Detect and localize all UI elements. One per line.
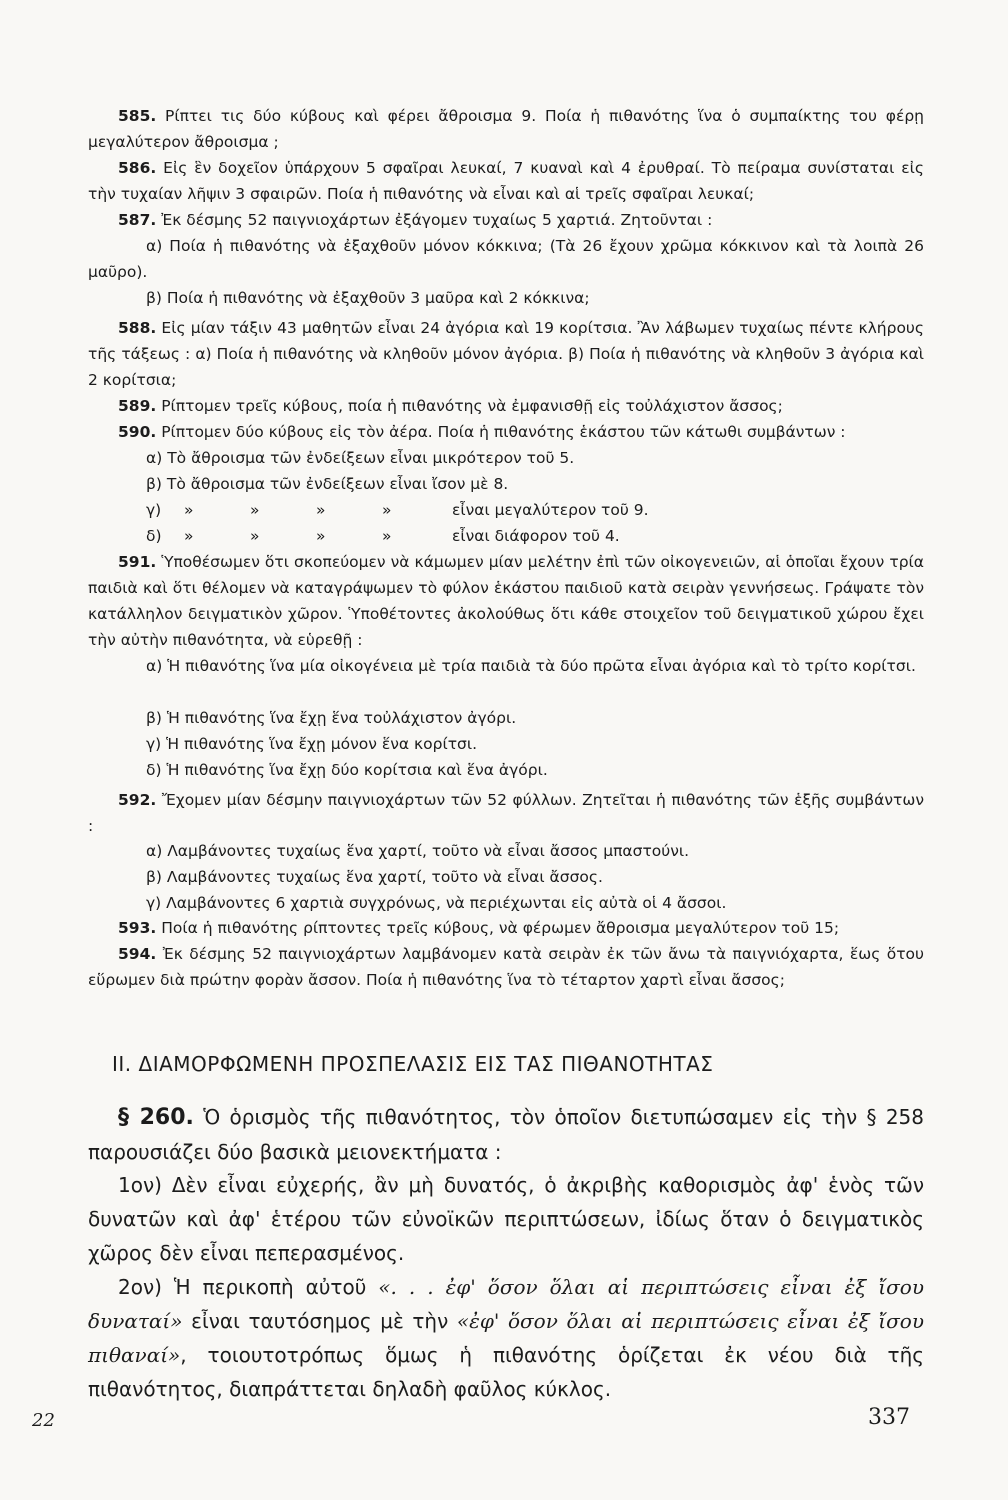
item-text: εἶναι μεγαλύτερον τοῦ 9. — [452, 501, 649, 519]
problem-text: Ἐκ δέσμης 52 παιγνιοχάρτων ἐξάγομεν τυχαίως 5 χαρτιά. Ζητοῦνται : — [161, 211, 713, 229]
item-label: δ) — [146, 527, 162, 545]
page-number: 337 — [868, 1405, 910, 1430]
problem-text: Εἰς μίαν τάξιν 43 μαθητῶν εἶναι 24 ἀγόρια καὶ 19 κορίτσια. Ἂν λάβωμεν τυχαίως πέντε κλήρους τῆς τάξεως : α) Ποία ἡ πιθανότης νὰ κληθοῦν μόνον ἀγόρια. β) Ποία ἡ πιθανότης νὰ κληθοῦν 3 ἀγόρια καὶ 2 κορίτσια; — [88, 319, 924, 389]
problem-number: 589. — [118, 397, 157, 415]
problem-number: 590. — [118, 423, 157, 441]
problem-number: 591. — [118, 553, 157, 571]
problem-number: 586. — [118, 159, 157, 177]
section-heading: ΙΙ. ΔΙΑΜΟΡΦΩΜΕΝΗ ΠΡΟΣΠΕΛΑΣΙΣ ΕΙΣ ΤΑΣ ΠΙΘΑΝΟΤΗΤΑΣ — [112, 1052, 714, 1076]
problem-590-b: β) Τὸ ἄθροισμα τῶν ἐνδείξεων εἶναι ἴσον μὲ 8. — [146, 475, 509, 493]
problem-text: Ποία ἡ πιθανότης ρίπτοντες τρεῖς κύβους, νὰ φέρωμεν ἄθροισμα μεγαλύτερον τοῦ 15; — [161, 919, 840, 937]
problem-592-b: β) Λαμβάνοντες τυχαίως ἕνα χαρτί, τοῦτο νὰ εἶναι ἄσσος. — [146, 868, 603, 886]
quote-2: «ἐφ' ὅσον ὅλαι αἱ περιπτώσεις εἶναι ἐξ ἴσου πιθαναί» — [88, 1309, 924, 1367]
problem-586 — [88, 155, 924, 207]
problem-592 — [88, 787, 924, 839]
disadvantage-2 — [88, 1270, 924, 1406]
disadvantage-2-text-b: εἶναι ταυτόσημος μὲ τὴν — [191, 1309, 449, 1333]
ditto-mark: » — [184, 501, 194, 519]
intro-text: Ὁ ὁρισμὸς τῆς πιθανότητος, τὸν ὁποῖον διετυπώσαμεν εἰς τὴν § 258 παρουσιάζει δύο βασικὰ μειονεκτήματα : — [88, 1105, 924, 1164]
problem-587 — [88, 207, 924, 233]
problem-591-d: δ) Ἡ πιθανότης ἵνα ἔχῃ δύο κορίτσια καὶ ἕνα ἀγόρι. — [146, 761, 548, 779]
ditto-mark: » — [184, 527, 194, 545]
disadvantage-2-text-c: , τοιουτοτρόπως ὅμως ἡ πιθανότης ὁρίζεται ἐκ νέου διὰ τῆς πιθανότητος, διαπράττεται δηλαδὴ φαῦλος κύκλος. — [88, 1343, 924, 1401]
problem-number: 588. — [118, 319, 157, 337]
problem-594 — [88, 941, 924, 993]
problem-585 — [88, 103, 924, 155]
problem-591 — [88, 549, 924, 653]
problem-text: Ἐκ δέσμης 52 παιγνιοχάρτων λαμβάνομεν κατὰ σειρὰν ἐκ τῶν ἄνω τὰ παιγνιόχαρτα, ἕως ὅτου εὕρωμεν διὰ πρώτην φορὰν ἄσσον. Ποία ἡ πιθανότης ἵνα τὸ τέταρτον χαρτὶ εἶναι ἄσσος; — [88, 945, 925, 989]
problem-text: Ἔχομεν μίαν δέσμην παιγνιοχάρτων τῶν 52 φύλλων. Ζητεῖται ἡ πιθανότης τῶν ἑξῆς συμβάντων : — [88, 791, 924, 835]
problem-text: Ρίπτομεν δύο κύβους εἰς τὸν ἀέρα. Ποία ἡ πιθανότης ἑκάστου τῶν κάτωθι συμβάντων : — [161, 423, 846, 441]
section-260-intro — [88, 1100, 924, 1169]
problem-590-d — [88, 523, 982, 549]
problem-590 — [88, 419, 924, 445]
problem-592-c: γ) Λαμβάνοντες 6 χαρτιὰ συγχρόνως, νὰ περιέχωνται εἰς αὐτὰ οἱ 4 ἄσσοι. — [146, 894, 727, 912]
ditto-mark: » — [250, 501, 260, 519]
problem-number: 594. — [118, 945, 157, 963]
problem-591-b: β) Ἡ πιθανότης ἵνα ἔχῃ ἕνα τοὐλάχιστον ἀγόρι. — [146, 709, 517, 727]
problem-587-b: β) Ποία ἡ πιθανότης νὰ ἐξαχθοῦν 3 μαῦρα καὶ 2 κόκκινα; — [146, 289, 590, 307]
problem-593 — [88, 915, 924, 941]
problem-number: 592. — [118, 791, 157, 809]
problem-592-a: α) Λαμβάνοντες τυχαίως ἕνα χαρτί, τοῦτο νὰ εἶναι ἄσσος μπαστούνι. — [146, 842, 690, 860]
quote-1: «. . . ἐφ' ὅσον ὅλαι αἱ περιπτώσεις εἶναι ἐξ ἴσου δυναταί» — [88, 1275, 924, 1333]
item-text: εἶναι διάφορον τοῦ 4. — [452, 527, 620, 545]
ditto-mark: » — [382, 501, 392, 519]
ditto-mark: » — [382, 527, 392, 545]
disadvantage-1: 1ον) Δὲν εἶναι εὐχερής, ἂν μὴ δυνατός, ὁ ἀκριβὴς καθορισμὸς ἀφ' ἑνὸς τῶν δυνατῶν καὶ ἀφ' ἑτέρου τῶν εὐνοϊκῶν περιπτώσεων, ἰδίως ὅταν ὁ δειγματικὸς χῶρος δὲν εἶναι πεπερασμένος. — [88, 1173, 924, 1265]
problem-589 — [88, 393, 924, 419]
ditto-mark: » — [316, 501, 326, 519]
section-number: § 260. — [118, 1105, 194, 1130]
problem-text: Εἰς ἓν δοχεῖον ὑπάρχουν 5 σφαῖραι λευκαί, 7 κυαναὶ καὶ 4 ἐρυθραί. Τὸ πείραμα συνίσταται εἰς τὴν τυχαίαν λῆψιν 3 σφαιρῶν. Ποία ἡ πιθανότης νὰ εἶναι καὶ αἱ τρεῖς σφαῖραι λευκαί; — [88, 159, 924, 203]
item-label: γ) — [146, 501, 162, 519]
ditto-mark: » — [316, 527, 326, 545]
problem-number: 585. — [118, 107, 157, 125]
problem-590-a: α) Τὸ ἄθροισμα τῶν ἐνδείξεων εἶναι μικρότερον τοῦ 5. — [146, 449, 575, 467]
ditto-mark: » — [250, 527, 260, 545]
problem-588 — [88, 315, 924, 393]
problem-text: Ρίπτομεν τρεῖς κύβους, ποία ἡ πιθανότης νὰ ἐμφανισθῇ εἰς τοὐλάχιστον ἄσσος; — [161, 397, 783, 415]
problem-number: 593. — [118, 919, 157, 937]
disadvantage-2-text-a: 2ον) Ἡ περικοπὴ αὐτοῦ — [118, 1275, 367, 1299]
problem-text: Ὑποθέσωμεν ὅτι σκοπεύομεν νὰ κάμωμεν μίαν μελέτην ἐπὶ τῶν οἰκογενειῶν, αἱ ὁποῖαι ἔχουν τρία παιδιὰ καὶ ὅτι θέλομεν νὰ καταγράψωμεν τὸ φύλον ἑκάστου παιδιοῦ κατὰ σειρὰν γεννήσεως. Γράψατε τὸν κατάλληλον δειγματικὸν χῶρον. Ὑποθέτοντες ἀκολούθως ὅτι κάθε στοιχεῖον τοῦ δειγματικοῦ χώρου ἔχει τὴν αὐτὴν πιθανότητα, νὰ εὑρεθῇ : — [88, 553, 924, 649]
problem-text: Ρίπτει τις δύο κύβους καὶ φέρει ἄθροισμα 9. Ποία ἡ πιθανότης ἵνα ὁ συμπαίκτης του φέρῃ μεγαλύτερον ἄθροισμα ; — [88, 107, 925, 151]
problem-591-a: α) Ἡ πιθανότης ἵνα μία οἰκογένεια μὲ τρία παιδιὰ τὰ δύο πρῶτα εἶναι ἀγόρια καὶ τὸ τρίτο κορίτσι. — [146, 657, 916, 675]
problem-number: 587. — [118, 211, 157, 229]
signature-mark: 22 — [32, 1410, 55, 1431]
problem-590-c — [88, 497, 982, 523]
problem-591-c: γ) Ἡ πιθανότης ἵνα ἔχῃ μόνον ἕνα κορίτσι. — [146, 735, 478, 753]
problem-587-a: α) Ποία ἡ πιθανότης νὰ ἐξαχθοῦν μόνον κόκκινα; (Τὰ 26 ἔχουν χρῶμα κόκκινον καὶ τὰ λοιπὰ 26 μαῦρο). — [88, 237, 924, 281]
